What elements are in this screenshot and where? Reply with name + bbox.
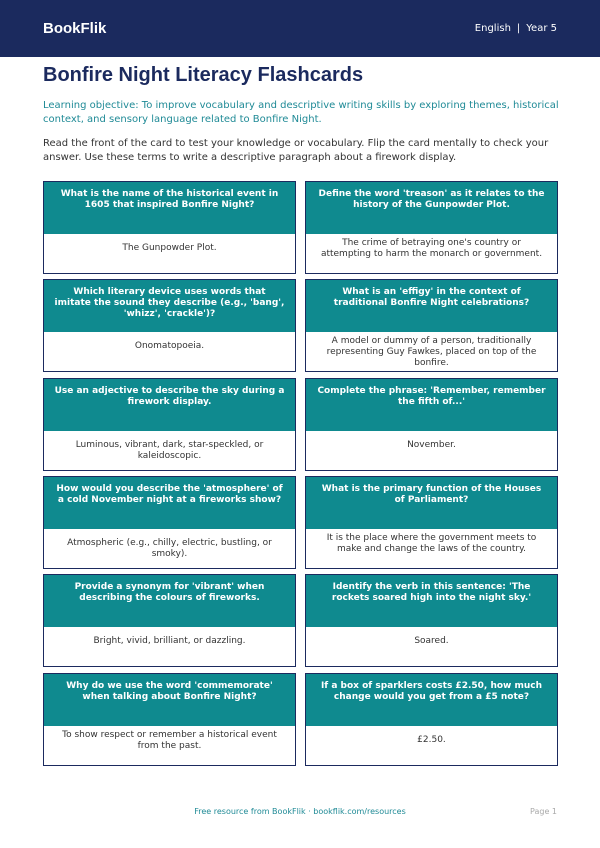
card-back: £2.50. bbox=[417, 735, 446, 745]
page-title: Bonfire Night Literacy Flashcards bbox=[43, 64, 364, 86]
card-back: The crime of betraying one's country or attempting to harm the monarch or government. bbox=[320, 238, 543, 259]
card-front: Provide a synonym for 'vibrant' when describing the colours of fireworks. bbox=[44, 575, 295, 627]
card-front: Define the word 'treason' as it relates to the history of the Gunpowder Plot. bbox=[306, 182, 557, 234]
card-front: Which literary device uses words that imitate the sound they describe (e.g., 'bang', 'whizz', 'crackle')? bbox=[44, 280, 295, 332]
card-back: Luminous, vibrant, dark, star-speckled, or kaleidoscopic. bbox=[75, 440, 264, 461]
flashcard[interactable] bbox=[43, 476, 296, 569]
flashcard[interactable] bbox=[305, 378, 558, 471]
learning-objective: Learning objective: To improve vocabulary and descriptive writing skills by exploring themes, historical context, and sensory language related to Bonfire Night. bbox=[43, 100, 559, 125]
flashcard[interactable] bbox=[43, 181, 296, 274]
card-back: It is the place where the government meets to make and change the laws of the country. bbox=[326, 533, 537, 554]
language-label: English bbox=[474, 23, 511, 34]
card-back: A model or dummy of a person, traditionally representing Guy Fawkes, placed on top of the bonfire. bbox=[326, 336, 537, 368]
card-back: The Gunpowder Plot. bbox=[122, 243, 217, 253]
card-front: Why do we use the word 'commemorate' when talking about Bonfire Night? bbox=[44, 674, 295, 726]
flashcard[interactable] bbox=[43, 279, 296, 372]
card-back: To show respect or remember a historical event from the past. bbox=[62, 730, 277, 751]
card-front: What is an 'effigy' in the context of traditional Bonfire Night celebrations? bbox=[306, 280, 557, 332]
card-back: Onomatopoeia. bbox=[134, 341, 205, 351]
card-front: What is the name of the historical event in 1605 that inspired Bonfire Night? bbox=[44, 182, 295, 234]
flashcard[interactable] bbox=[305, 673, 558, 766]
flashcard[interactable] bbox=[305, 279, 558, 372]
flashcard[interactable] bbox=[43, 378, 296, 471]
card-back: Atmospheric (e.g., chilly, electric, bustling, or smoky). bbox=[67, 538, 272, 559]
header-meta bbox=[475, 23, 557, 34]
meta-separator: | bbox=[516, 23, 521, 34]
year-label: Year 5 bbox=[526, 23, 557, 34]
instructions: Read the front of the card to test your knowledge or vocabulary. Flip the card mentally to check your answer. Use these terms to write a descriptive paragraph about a firework display. bbox=[43, 138, 549, 163]
flashcard[interactable] bbox=[305, 181, 558, 274]
card-back: Soared. bbox=[414, 636, 449, 646]
card-front: Use an adjective to describe the sky during a firework display. bbox=[44, 379, 295, 431]
card-front: If a box of sparklers costs £2.50, how much change would you get from a £5 note? bbox=[306, 674, 557, 726]
header-bar bbox=[0, 0, 600, 57]
page-number: Page 1 bbox=[530, 807, 557, 816]
card-back: Bright, vivid, brilliant, or dazzling. bbox=[93, 636, 246, 646]
brand-logo[interactable]: BookFlik bbox=[43, 20, 107, 37]
flashcard[interactable] bbox=[43, 574, 296, 667]
card-back: November. bbox=[407, 440, 456, 450]
card-front: Identify the verb in this sentence: 'The rockets soared high into the night sky.' bbox=[306, 575, 557, 627]
flashcard[interactable] bbox=[305, 476, 558, 569]
footer-link[interactable]: Free resource from BookFlik · bookflik.com/resources bbox=[194, 807, 406, 816]
card-front: Complete the phrase: 'Remember, remember the fifth of...' bbox=[306, 379, 557, 431]
flashcard[interactable] bbox=[305, 574, 558, 667]
flashcard[interactable] bbox=[43, 673, 296, 766]
card-front: What is the primary function of the Houses of Parliament? bbox=[306, 477, 557, 529]
card-front: How would you describe the 'atmosphere' of a cold November night at a fireworks show? bbox=[44, 477, 295, 529]
